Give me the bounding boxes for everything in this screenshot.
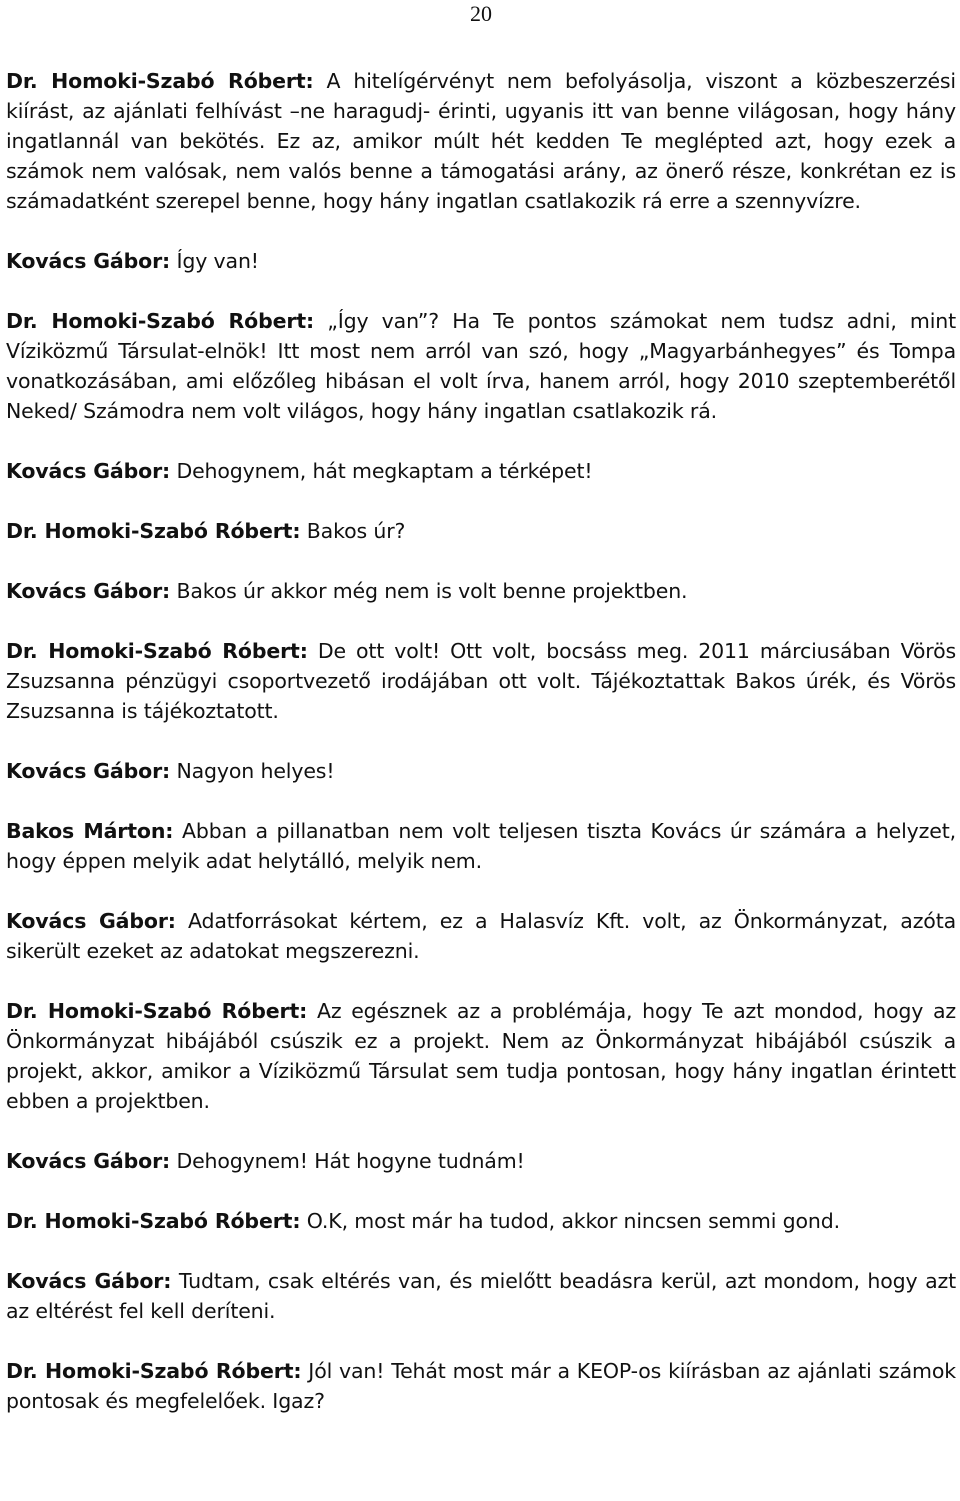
transcript-paragraph — [6, 1206, 956, 1236]
speech-text: Abban a pillanatban nem volt teljesen tiszta Kovács úr számára a helyzet, hogy éppen melyik adat helytálló, melyik nem. — [6, 819, 956, 873]
speaker-name: Dr. Homoki-Szabó Róbert: — [6, 1209, 301, 1233]
speaker-name: Kovács Gábor: — [6, 759, 171, 783]
transcript-paragraph — [6, 516, 956, 546]
speech-text: Dehogynem, hát megkaptam a térképet! — [176, 459, 593, 483]
speech-text: Bakos úr? — [306, 519, 406, 543]
speaker-name: Kovács Gábor: — [6, 249, 171, 273]
speaker-name: Dr. Homoki-Szabó Róbert: — [6, 309, 315, 333]
speech-text: Az egésznek az a problémája, hogy Te azt mondod, hogy az Önkormányzat hibájából csúszik ez a projekt. Nem az Önkormányzat hibájából csúszik a projekt, akkor, amikor a Víziközmű Társulat sem tudja pontosan, hogy hány ingatlan érintett ebben a projektben. — [6, 999, 956, 1113]
transcript-paragraph — [6, 906, 956, 966]
speech-text: A hitelígérvényt nem befolyásolja, viszont a közbeszerzési kiírást, az ajánlati felhívást –ne haragudj- érinti, ugyanis itt van benne világosan, hogy hány ingatlannál van bekötés. Ez az, amikor múlt hét kedden Te meglépted azt, hogy ezek a számok nem valósak, nem valós benne a támogatási arány, az önerő része, konkrétan ez is számadatként szerepel benne, hogy hány ingatlan csatlakozik rá erre a szennyvízre. — [6, 69, 956, 213]
speech-text: „Így van”? Ha Te pontos számokat nem tudsz adni, mint Víziközmű Társulat-elnök! Itt most nem arról van szó, hogy „Magyarbánhegyes” és Tompa vonatkozásában, ami előzőleg hibásan el volt írva, hanem arról, hogy 2010 szeptemberétől Neked/ Számodra nem volt világos, hogy hány ingatlan csatlakozik rá. — [6, 309, 956, 423]
transcript-paragraph — [6, 246, 956, 276]
speaker-name: Dr. Homoki-Szabó Róbert: — [6, 69, 314, 93]
transcript-paragraph — [6, 816, 956, 876]
speech-text: Így van! — [176, 249, 259, 273]
speaker-name: Dr. Homoki-Szabó Róbert: — [6, 999, 308, 1023]
speaker-name: Kovács Gábor: — [6, 579, 171, 603]
transcript-paragraph — [6, 66, 956, 216]
speaker-name: Kovács Gábor: — [6, 459, 171, 483]
transcript-paragraph — [6, 1266, 956, 1326]
transcript-paragraph — [6, 756, 956, 786]
transcript-paragraph — [6, 456, 956, 486]
speaker-name: Bakos Márton: — [6, 819, 174, 843]
speaker-name: Dr. Homoki-Szabó Róbert: — [6, 639, 308, 663]
speech-text: Adatforrásokat kértem, ez a Halasvíz Kft. volt, az Önkormányzat, azóta sikerült ezeket az adatokat megszerezni. — [6, 909, 956, 963]
speaker-name: Dr. Homoki-Szabó Róbert: — [6, 519, 301, 543]
speaker-name: Kovács Gábor: — [6, 1269, 172, 1293]
speech-text: Nagyon helyes! — [176, 759, 335, 783]
speech-text: Tudtam, csak eltérés van, és mielőtt beadásra kerül, azt mondom, hogy azt az eltérést fel kell deríteni. — [6, 1269, 956, 1323]
transcript-paragraph — [6, 636, 956, 726]
speech-text: De ott volt! Ott volt, bocsáss meg. 2011 márciusában Vörös Zsuzsanna pénzügyi csoportvezető irodájában ott volt. Tájékoztattak Bakos úrék, és Vörös Zsuzsanna is tájékoztatott. — [6, 639, 957, 723]
page-number: 20 — [470, 1, 492, 26]
speech-text: Jól van! Tehát most már a KEOP-os kiírásban az ajánlati számok pontosak és megfelelőek. Igaz? — [6, 1359, 956, 1413]
transcript-paragraph — [6, 576, 956, 606]
speech-text: Dehogynem! Hát hogyne tudnám! — [176, 1149, 525, 1173]
speech-text: O.K, most már ha tudod, akkor nincsen semmi gond. — [306, 1209, 840, 1233]
speaker-name: Kovács Gábor: — [6, 1149, 171, 1173]
transcript-paragraph — [6, 1356, 956, 1416]
transcript-paragraph — [6, 306, 956, 426]
transcript-paragraph — [6, 996, 956, 1116]
speaker-name: Dr. Homoki-Szabó Róbert: — [6, 1359, 302, 1383]
speaker-name: Kovács Gábor: — [6, 909, 176, 933]
speech-text: Bakos úr akkor még nem is volt benne projektben. — [176, 579, 688, 603]
transcript-paragraph — [6, 1146, 956, 1176]
